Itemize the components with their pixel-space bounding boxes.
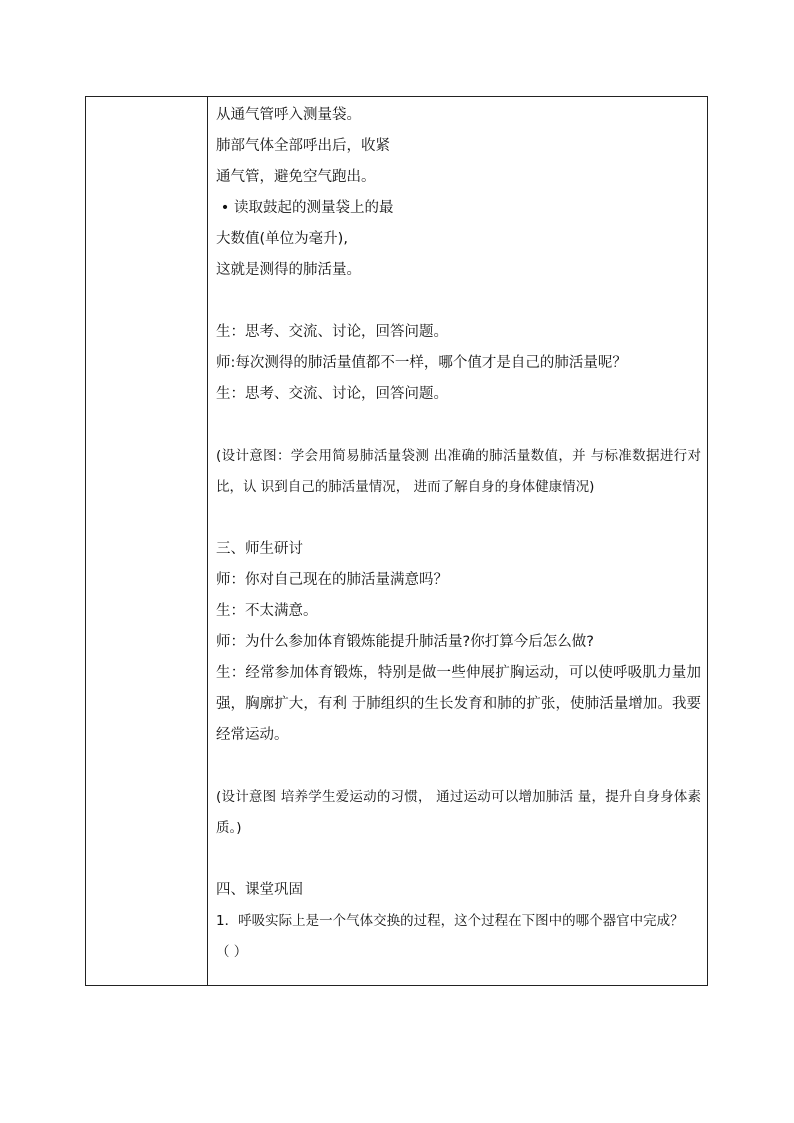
spacer [216, 844, 701, 875]
design-intent-paragraph: (设计意图 培养学生爱运动的习惯， 通过运动可以增加肺活 量，提升自身身体素质。) [216, 789, 701, 836]
spacer [216, 751, 701, 782]
text-line: 这就是测得的肺活量。 [216, 262, 361, 278]
section-title: 三、师生研讨 [216, 541, 303, 557]
text-line: 大数值(单位为毫升), [216, 231, 348, 247]
dialog-line: 师:每次测得的肺活量值都不一样，哪个值才是自己的肺活量呢？ [216, 355, 627, 371]
dialog-line: 师：为什么参加体育锻炼能提升肺活量?你打算今后怎么做? [216, 634, 594, 650]
dialog-line: 生：不太满意。 [216, 603, 318, 619]
spacer [216, 503, 701, 534]
answer-blank: （ ） [216, 944, 248, 960]
section-title: 四、课堂巩固 [216, 882, 303, 898]
question-line: 1．呼吸实际上是一个气体交换的过程，这个过程在下图中的哪个器官中完成？ [216, 913, 684, 929]
dialog-line: 师：你对自己现在的肺活量满意吗？ [216, 572, 448, 588]
answer-paragraph: 生：经常参加体育锻炼，特别是做一些伸展扩胸运动，可以使呼吸肌力量加强，胸廓扩大，有利 于肺组织的生长发育和肺的扩张，使肺活量增加。我要经常运动。 [216, 665, 701, 743]
table-content-column [208, 97, 707, 985]
lesson-table [85, 96, 708, 986]
text-line: 肺部气体全部呼出后，收紧 [216, 138, 390, 154]
text-line: 通气管，避免空气跑出。 [216, 169, 376, 185]
bullet-icon: • [220, 200, 230, 216]
text-line: 从通气管呼入测量袋。 [216, 107, 361, 123]
dialog-line: 生：思考、交流、讨论，回答问题。 [216, 324, 448, 340]
spacer [216, 286, 701, 317]
dialog-line: 生：思考、交流、讨论，回答问题。 [216, 386, 448, 402]
bullet-item [216, 193, 701, 224]
design-intent-paragraph: (设计意图：学会用简易肺活量袋测 出准确的肺活量数值，并 与标准数据进行对比，认 识到自己的肺活量情况， 进而了解自身的身体健康情况) [216, 448, 701, 495]
spacer [216, 410, 701, 441]
table-left-column [86, 97, 208, 985]
bullet-text: 读取鼓起的测量袋上的最 [234, 200, 394, 216]
